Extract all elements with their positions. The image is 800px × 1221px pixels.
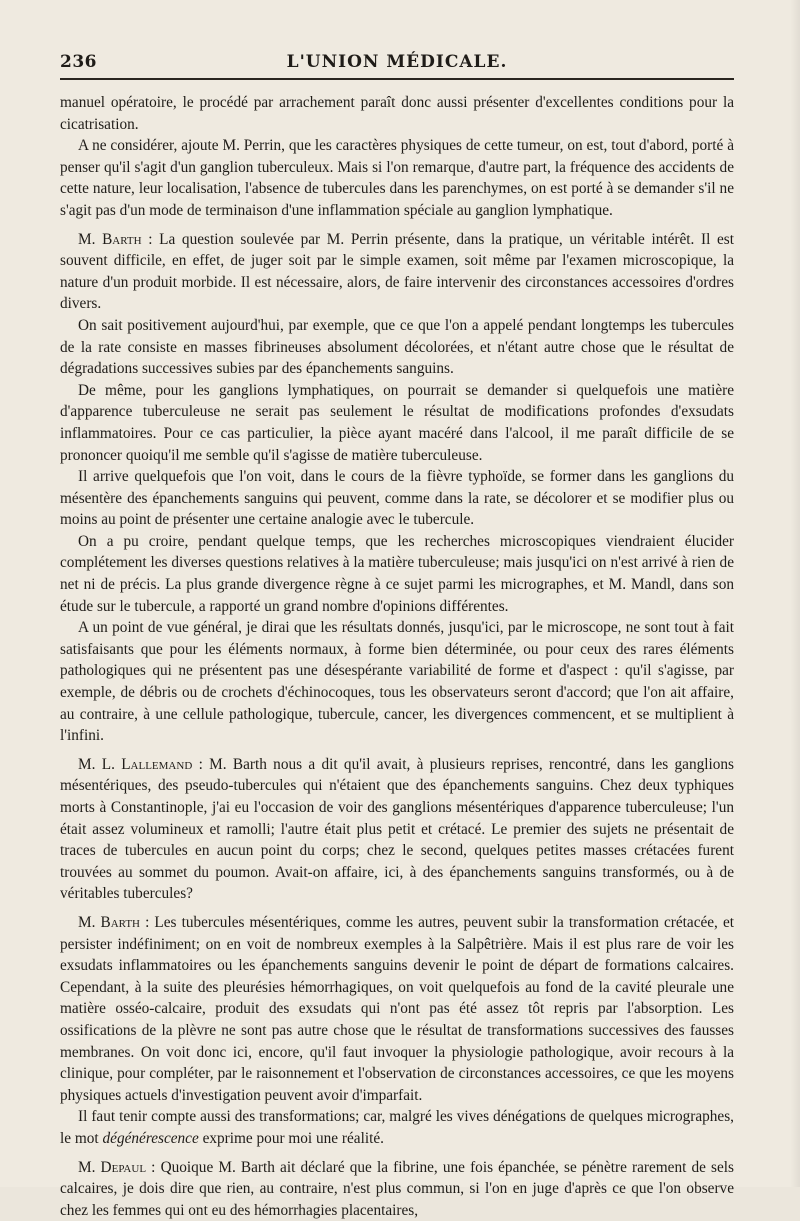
page-edge-shadow [790, 0, 800, 1187]
paragraph: M. Barth : La question soulevée par M. Perrin présente, dans la pratique, un véritable intérêt. Il est souvent difficile, en effet, de juger soit par le simple examen, soit même par l'examen microscopique, la nature d'un produit morbide. Il est nécessaire, alors, de faire intervenir des circonstances accessoires d'ordres divers. [60, 229, 734, 315]
speaker-name: M. Barth : [78, 914, 149, 931]
paragraph: On a pu croire, pendant quelque temps, que les recherches microscopiques viendraient élucider complétement les diverses questions relatives à la matière tuberculeuse; mais jusqu'ici on n'est arrivé à rien de net ni de précis. La plus grande divergence règne à ce sujet parmi les micrographes, et M. Mandl, dans son étude sur le tubercule, a rapporté un grand nombre d'opinions différentes. [60, 531, 734, 617]
paragraph: M. L. Lallemand : M. Barth nous a dit qu'il avait, à plusieurs reprises, rencontré, dans les ganglions mésentériques, des pseudo-tubercules qui n'étaient que des épanchements sanguins. Chez deux typhiques morts à Constantinople, j'ai eu l'occasion de voir des ganglions mésentériques d'apparence tuberculeuse; l'un était assez volumineux et ramolli; l'autre était plus petit et crétacé. Le premier des sujets ne présentait de traces de tubercules en aucun point du corps; chez le second, quelques petites masses crétacées furent trouvées au sommet du poumon. Avait-on affaire, ici, à des épanchements sanguins transformés, ou à de véritables tubercules? [60, 754, 734, 905]
paragraph: manuel opératoire, le procédé par arrachement paraît donc aussi présenter d'excellentes conditions pour la cicatrisation. [60, 92, 734, 135]
italic-term: dégénérescence [103, 1130, 199, 1147]
speaker-name: M. Depaul : [78, 1159, 155, 1176]
paragraph: De même, pour les ganglions lymphatiques, on pourrait se demander si quelquefois une matière d'apparence tuberculeuse ne serait pas seulement le résultat de modifications profondes d'exsudats inflammatoires. Pour ce cas particulier, la pièce ayant macéré dans l'alcool, il me paraît difficile de se prononcer quoiqu'il me semble qu'il s'agisse de matière tuberculeuse. [60, 380, 734, 466]
body-text [60, 92, 734, 1221]
paragraph: A ne considérer, ajoute M. Perrin, que les caractères physiques de cette tumeur, on est, tout d'abord, porté à penser qu'il s'agit d'un ganglion tuberculeux. Mais si l'on remarque, d'autre part, la fréquence des accidents de cette nature, leur localisation, l'absence de tubercules dans les parenchymes, on est porté à se demander s'il ne s'agit pas d'un mode de terminaison d'une inflammation spéciale au ganglion lymphatique. [60, 135, 734, 221]
speaker-name: M. L. Lallemand : [78, 756, 203, 773]
running-title: L'UNION MÉDICALE. [60, 52, 734, 72]
paragraph: Il faut tenir compte aussi des transformations; car, malgré les vives dénégations de quelques micrographes, le mot dégénérescence exprime pour moi une réalité. [60, 1106, 734, 1149]
page-header [60, 42, 734, 80]
page-number: 236 [60, 52, 97, 72]
speaker-name: M. Barth : [78, 231, 152, 248]
paragraph: M. Depaul : Quoique M. Barth ait déclaré que la fibrine, une fois épanchée, se pénètre rarement de sels calcaires, je dois dire que rien, au contraire, n'est plus commun, si l'on en juge d'après ce que l'on observe chez les femmes qui ont eu des hémorrhagies placentaires, [60, 1157, 734, 1221]
paragraph: M. Barth : Les tubercules mésentériques, comme les autres, peuvent subir la transformation crétacée, et persister indéfiniment; on en voit de nombreux exemples à la Salpêtrière. Mais il est plus rare de voir les exsudats inflammatoires ou les épanchements sanguins devenir le point de départ de formations calcaires. Cependant, à la suite des pleurésies hémorrhagiques, on voit quelquefois au fond de la cavité pleurale une matière osséo-calcaire, produit des exsudats qui n'ont pas été assez tôt repris par l'absorption. Les ossifications de la plèvre ne sont pas autre chose que le résultat de transformations successives des fausses membranes. On voit donc ici, encore, qu'il faut invoquer la physiologie pathologique, avoir recours à la clinique, pour compléter, par le raisonnement et l'observation de circonstances accessoires, ce que les moyens physiques actuels d'investigation peuvent avoir d'imparfait. [60, 912, 734, 1106]
paragraph: Il arrive quelquefois que l'on voit, dans le cours de la fièvre typhoïde, se former dans les ganglions du mésentère des épanchements sanguins qui peuvent, comme dans la rate, se décolorer et se modifier plus ou moins au point de présenter une certaine analogie avec le tubercule. [60, 466, 734, 531]
paragraph: A un point de vue général, je dirai que les résultats donnés, jusqu'ici, par le microscope, ne sont tout à fait satisfaisants que pour les éléments normaux, à forme bien déterminée, ou pour ceux des rares éléments pathologiques qui ne présentent pas une désespérante variabilité de forme et d'aspect : qu'il s'agisse, par exemple, de débris ou de crochets d'échinocoques, tous les observateurs seront d'accord; que l'on ait affaire, au contraire, à une cellule pathologique, tubercule, cancer, les divergences commencent, et se multiplient à l'infini. [60, 617, 734, 747]
paragraph: On sait positivement aujourd'hui, par exemple, que ce que l'on a appelé pendant longtemps les tubercules de la rate consiste en masses fibrineuses absolument décolorées, et n'étant autre chose que le résultat de dégradations successives subies par des épanchements sanguins. [60, 315, 734, 380]
